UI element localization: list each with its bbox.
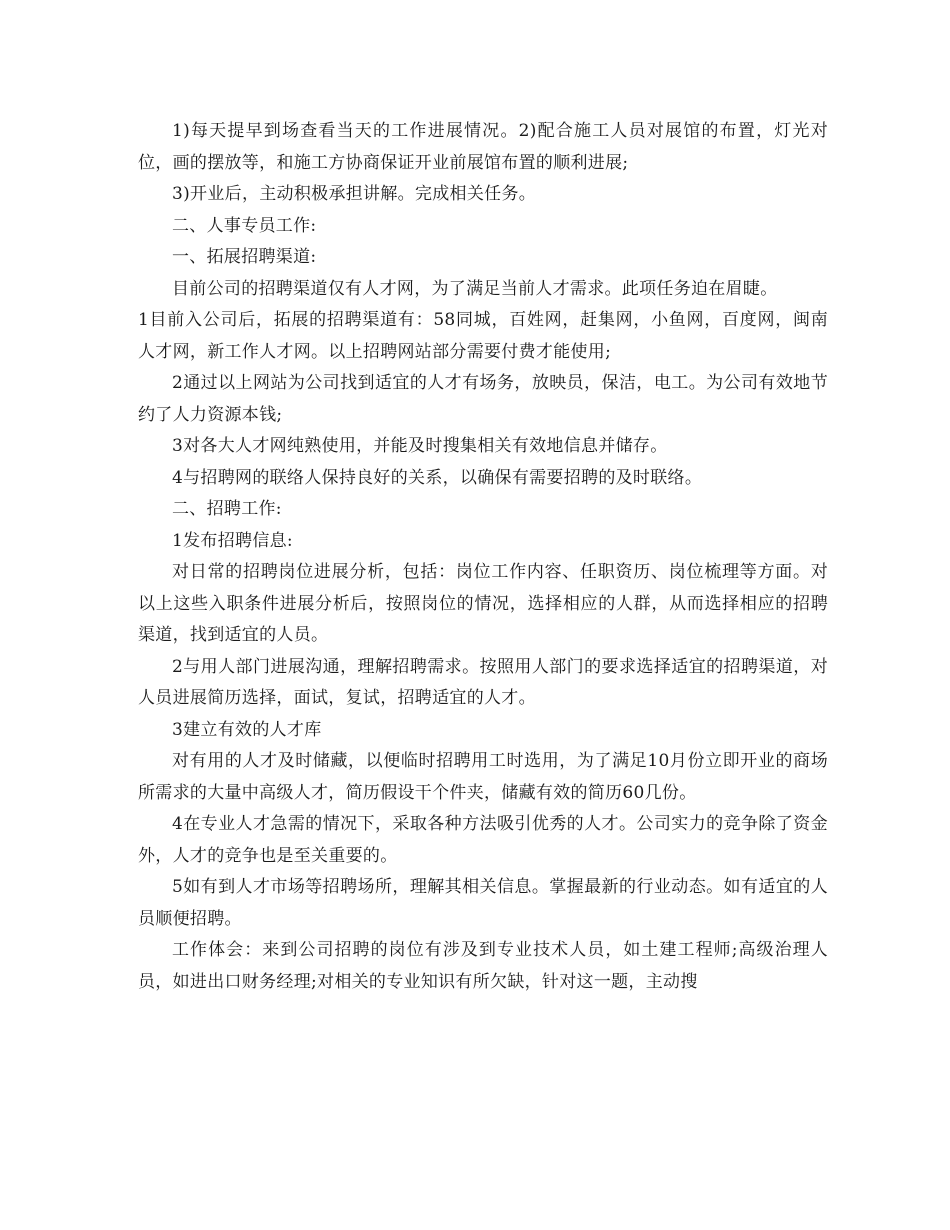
paragraph-2: 3)开业后，主动积极承担讲解。完成相关任务。	[172, 184, 537, 204]
paragraph-8: 3对各大人才网纯熟使用，并能及时搜集相关有效地信息并储存。	[172, 436, 668, 456]
paragraph-12: 对日常的招聘岗位进展分析，包括：岗位工作内容、任职资历、岗位梳理等方面。对以上这些入职条件进展分析后，按照岗位的情况，选择相应的人群，从而选择相应的招聘渠道，找到适宜的人员。	[138, 562, 828, 645]
document-body	[138, 116, 828, 998]
paragraph-1: 1)每天提早到场查看当天的工作进展情况。2)配合施工人员对展馆的布置，灯光对位，画的摆放等，和施工方协商保证开业前展馆布置的顺利进展;	[138, 121, 828, 173]
subheading-talent-pool: 3建立有效的人才库	[172, 719, 322, 740]
paragraph-18: 工作体会：来到公司招聘的岗位有涉及到专业技术人员，如土建工程师;高级治理人员，如进出口财务经理;对相关的专业知识有所欠缺，针对这一题，主动搜	[138, 940, 828, 992]
section-heading-hr-specialist: 二、人事专员工作:	[172, 215, 317, 236]
section-heading-recruiting: 二、招聘工作:	[172, 499, 282, 519]
paragraph-9: 4与招聘网的联络人保持良好的关系，以确保有需要招聘的及时联络。	[172, 467, 703, 488]
subheading-post-info: 1发布招聘信息:	[172, 530, 293, 551]
paragraph-7: 2通过以上网站为公司找到适宜的人才有场务，放映员，保洁，电工。为公司有效地节约了人力资源本钱;	[138, 373, 828, 425]
paragraph-16: 4在专业人才急需的情况下，采取各种方法吸引优秀的人才。公司实力的竞争除了资金外，人才的竞争也是至关重要的。	[138, 814, 828, 866]
paragraph-6: 1目前入公司后，拓展的招聘渠道有：58同城，百姓网，赶集网，小鱼网，百度网，闽南人才网，新工作人才网。以上招聘网站部分需要付费才能使用;	[138, 310, 828, 362]
section-heading-expand-channels: 一、拓展招聘渠道:	[172, 247, 317, 267]
paragraph-5: 目前公司的招聘渠道仅有人才网，为了满足当前人才需求。此项任务迫在眉睫。	[172, 278, 778, 299]
paragraph-17: 5如有到人才市场等招聘场所，理解其相关信息。掌握最新的行业动态。如有适宜的人员顺便招聘。	[138, 877, 828, 929]
paragraph-13: 2与用人部门进展沟通，理解招聘需求。按照用人部门的要求选择适宜的招聘渠道，对人员进展简历选择，面试，复试，招聘适宜的人才。	[138, 656, 828, 708]
paragraph-15: 对有用的人才及时储藏，以便临时招聘用工时选用，为了满足10月份立即开业的商场所需求的大量中高级人才，简历假设干个件夹，储藏有效的简历60几份。	[138, 751, 828, 803]
